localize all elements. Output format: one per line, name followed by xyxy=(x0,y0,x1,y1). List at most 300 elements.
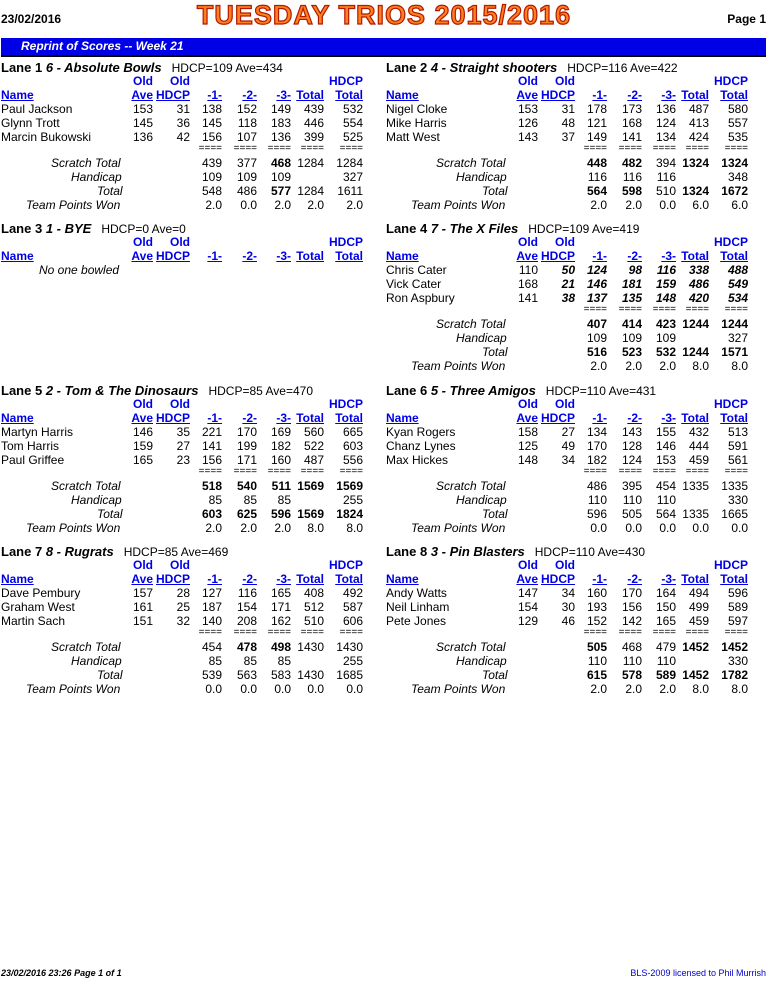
team-total-label: Total xyxy=(482,668,508,682)
team-name: 4 - Straight shooters xyxy=(430,60,558,75)
bowler-total: 424 xyxy=(688,130,709,144)
bowler-hdcp-total: 580 xyxy=(727,102,748,116)
bowler-hdcp: 36 xyxy=(176,116,190,130)
handicap-row-g1: 109 xyxy=(201,170,222,184)
bowler-hdcp-total: 591 xyxy=(727,439,748,453)
bowler-game-1: 221 xyxy=(201,425,222,439)
separator-rule: ==== xyxy=(267,143,291,154)
separator-rule: ==== xyxy=(652,466,676,477)
scratch-total-g1: 407 xyxy=(586,317,607,331)
col-old-ave: Old xyxy=(133,558,153,572)
bowler-hdcp: 32 xyxy=(176,614,190,628)
team-total-g3: 596 xyxy=(270,507,291,521)
team-total-htotal: 1685 xyxy=(336,668,363,682)
separator-rule: ==== xyxy=(300,143,324,154)
handicap-row-g2: 109 xyxy=(621,331,642,345)
separator-rule: ==== xyxy=(267,466,291,477)
bowler-game-2: 199 xyxy=(236,439,257,453)
footer-license: BLS-2009 licensed to Phil Murrish xyxy=(630,968,766,978)
col-ave: Ave xyxy=(131,249,153,263)
scratch-total-g3: 454 xyxy=(655,479,676,493)
col-hdcp-total: Total xyxy=(335,88,363,102)
lane-number: Lane 7 xyxy=(1,544,43,559)
lane-title xyxy=(1,383,313,398)
col-hdcp: HDCP xyxy=(155,572,190,586)
handicap-row-g1: 85 xyxy=(208,654,222,668)
bowler-total: 560 xyxy=(303,425,324,439)
bowler-hdcp: 46 xyxy=(561,614,575,628)
col-game-2: -2- xyxy=(242,572,257,586)
team-total-g1: 564 xyxy=(586,184,607,198)
bowler-game-2: 124 xyxy=(621,453,642,467)
report-date: 23/02/2016 xyxy=(1,12,62,26)
handicap-row-g2: 110 xyxy=(622,654,642,668)
team-points-g3: 0.0 xyxy=(659,198,676,212)
separator-rule: ==== xyxy=(300,627,324,638)
bowler-ave: 136 xyxy=(132,130,153,144)
bowler-ave: 143 xyxy=(517,130,538,144)
bowler-game-1: 141 xyxy=(201,439,222,453)
bowler-hdcp: 48 xyxy=(561,116,575,130)
col-game-3: -3- xyxy=(661,88,676,102)
col-hdcp-total-top: HDCP xyxy=(713,74,748,88)
separator-rule: ==== xyxy=(652,143,676,154)
col-game-1: -1- xyxy=(207,411,222,425)
team-total-g3: 532 xyxy=(655,345,676,359)
col-game-3: -3- xyxy=(661,411,676,425)
handicap-row-htotal: 327 xyxy=(342,170,363,184)
handicap-row-htotal: 327 xyxy=(727,331,748,345)
bowler-name: Andy Watts xyxy=(386,586,447,600)
team-total-g2: 505 xyxy=(621,507,642,521)
bowler-hdcp: 50 xyxy=(561,263,575,277)
bowler-total: 510 xyxy=(303,614,324,628)
bowler-name: Chris Cater xyxy=(386,263,447,277)
col-ave: Ave xyxy=(131,572,153,586)
handicap-row-label: Handicap xyxy=(71,654,122,668)
scratch-total-g2: 468 xyxy=(621,640,642,654)
bowler-game-3: 146 xyxy=(655,439,676,453)
bowler-game-1: 156 xyxy=(201,130,222,144)
col-old-hdcp: Old xyxy=(170,397,190,411)
bowler-ave: 151 xyxy=(132,614,153,628)
bowler-ave: 157 xyxy=(132,586,153,600)
bowler-game-1: 193 xyxy=(586,600,607,614)
lane-number: Lane 5 xyxy=(1,383,43,398)
handicap-row-g2: 85 xyxy=(243,493,257,507)
col-game-1: -1- xyxy=(592,88,607,102)
team-points-label: Team Points Won xyxy=(26,198,121,212)
team-total-g3: 589 xyxy=(655,668,676,682)
col-hdcp: HDCP xyxy=(540,249,575,263)
handicap-row-g3: 85 xyxy=(277,654,291,668)
separator-rule: ==== xyxy=(583,143,607,154)
col-total: Total xyxy=(296,411,324,425)
scratch-total-total: 1324 xyxy=(682,156,709,170)
team-points-label: Team Points Won xyxy=(411,359,506,373)
col-game-2: -2- xyxy=(627,572,642,586)
col-hdcp-total-top: HDCP xyxy=(328,235,363,249)
team-total-label: Total xyxy=(482,507,508,521)
team-points-htotal: 6.0 xyxy=(731,198,748,212)
separator-rule: ==== xyxy=(233,143,257,154)
handicap-row-htotal: 330 xyxy=(727,654,748,668)
handicap-row-g1: 109 xyxy=(586,331,607,345)
scratch-total-g1: 486 xyxy=(586,479,607,493)
bowler-game-1: 121 xyxy=(586,116,607,130)
col-total: Total xyxy=(681,411,709,425)
team-name: 6 - Absolute Bowls xyxy=(45,60,162,75)
bowler-name: Glynn Trott xyxy=(1,116,60,130)
bowler-total: 499 xyxy=(688,600,709,614)
col-game-1: -1- xyxy=(207,249,222,263)
separator-rule: ==== xyxy=(300,466,324,477)
scratch-total-g1: 518 xyxy=(201,479,222,493)
team-points-g1: 2.0 xyxy=(205,521,222,535)
handicap-row-label: Handicap xyxy=(456,170,507,184)
bowler-name: Martyn Harris xyxy=(1,425,74,439)
bowler-total: 444 xyxy=(688,439,709,453)
col-total: Total xyxy=(296,572,324,586)
lane-title xyxy=(1,221,186,236)
bowler-ave: 125 xyxy=(517,439,538,453)
team-total-g1: 516 xyxy=(586,345,607,359)
bowler-hdcp-total: 535 xyxy=(727,130,748,144)
bowler-game-1: 156 xyxy=(201,453,222,467)
bowler-name: Tom Harris xyxy=(1,439,60,453)
bowler-name: Paul Griffee xyxy=(1,453,65,467)
scratch-total-g1: 454 xyxy=(201,640,222,654)
scratch-total-g3: 511 xyxy=(271,479,291,493)
scratch-total-g3: 423 xyxy=(655,317,676,331)
handicap-row-g2: 109 xyxy=(236,170,257,184)
bowler-game-3: 149 xyxy=(270,102,291,116)
bowler-game-2: 118 xyxy=(237,116,257,130)
team-total-label: Total xyxy=(97,184,123,198)
team-total-g2: 578 xyxy=(621,668,642,682)
separator-rule: ==== xyxy=(339,466,363,477)
separator-rule: ==== xyxy=(724,627,748,638)
scratch-total-g3: 394 xyxy=(655,156,676,170)
col-name: Name xyxy=(1,572,34,586)
bowler-name: Neil Linham xyxy=(386,600,450,614)
bowler-total: 338 xyxy=(688,263,709,277)
team-points-g3: 2.0 xyxy=(274,198,291,212)
team-name: 7 - The X Files xyxy=(430,221,519,236)
col-game-1: -1- xyxy=(592,572,607,586)
bowler-ave: 110 xyxy=(518,263,538,277)
team-points-total: 8.0 xyxy=(692,359,709,373)
bowler-total: 459 xyxy=(688,453,709,467)
col-name: Name xyxy=(386,88,419,102)
col-old-hdcp: Old xyxy=(170,235,190,249)
bowler-ave: 148 xyxy=(517,453,538,467)
bowler-game-2: 173 xyxy=(621,102,642,116)
handicap-row-htotal: 255 xyxy=(342,493,363,507)
col-hdcp: HDCP xyxy=(155,411,190,425)
bowler-hdcp: 38 xyxy=(561,291,575,305)
bowler-game-2: 208 xyxy=(236,614,257,628)
bowler-hdcp: 49 xyxy=(561,439,575,453)
bowler-game-2: 142 xyxy=(621,614,642,628)
bowler-hdcp-total: 665 xyxy=(342,425,363,439)
col-name: Name xyxy=(386,572,419,586)
scratch-total-label: Scratch Total xyxy=(436,479,506,493)
handicap-row-g3: 109 xyxy=(270,170,291,184)
team-points-htotal: 8.0 xyxy=(731,359,748,373)
col-game-3: -3- xyxy=(276,411,291,425)
scratch-total-g2: 482 xyxy=(621,156,642,170)
col-name: Name xyxy=(1,249,34,263)
bowler-game-3: 169 xyxy=(270,425,291,439)
bowler-name: Matt West xyxy=(386,130,440,144)
col-game-3: -3- xyxy=(276,88,291,102)
team-points-g3: 0.0 xyxy=(274,682,291,696)
scratch-total-g2: 377 xyxy=(236,156,257,170)
bowler-hdcp-total: 554 xyxy=(342,116,363,130)
lane-block xyxy=(1,221,384,381)
bowler-ave: 154 xyxy=(517,600,538,614)
scratch-total-total: 1335 xyxy=(682,479,709,493)
bowler-hdcp: 37 xyxy=(561,130,575,144)
lane-title xyxy=(1,60,283,75)
handicap-row-g2: 110 xyxy=(622,493,642,507)
separator-rule: ==== xyxy=(583,304,607,315)
bowler-game-3: 162 xyxy=(270,614,291,628)
col-hdcp-total: Total xyxy=(720,572,748,586)
team-total-g2: 563 xyxy=(236,668,257,682)
bowler-game-1: 127 xyxy=(201,586,222,600)
col-hdcp-total-top: HDCP xyxy=(713,397,748,411)
col-old-ave: Old xyxy=(133,74,153,88)
scratch-total-g1: 448 xyxy=(586,156,607,170)
col-ave: Ave xyxy=(516,411,538,425)
bowler-hdcp: 23 xyxy=(176,453,190,467)
handicap-row-g1: 110 xyxy=(587,493,607,507)
bowler-game-3: 124 xyxy=(655,116,676,130)
scratch-total-label: Scratch Total xyxy=(51,640,121,654)
col-ave: Ave xyxy=(516,572,538,586)
bowler-hdcp: 31 xyxy=(561,102,575,116)
handicap-row-g3: 110 xyxy=(656,654,676,668)
bowler-game-3: 183 xyxy=(270,116,291,130)
col-hdcp-total-top: HDCP xyxy=(713,235,748,249)
team-points-htotal: 0.0 xyxy=(731,521,748,535)
col-game-2: -2- xyxy=(627,88,642,102)
handicap-row-htotal: 255 xyxy=(342,654,363,668)
bowler-hdcp: 31 xyxy=(176,102,190,116)
lane-block xyxy=(1,383,384,543)
team-points-g2: 0.0 xyxy=(625,521,642,535)
bowler-name: Max Hickes xyxy=(386,453,449,467)
team-points-g1: 2.0 xyxy=(590,682,607,696)
team-points-g1: 0.0 xyxy=(205,682,222,696)
team-points-g2: 0.0 xyxy=(240,198,257,212)
team-points-g1: 2.0 xyxy=(590,198,607,212)
col-old-hdcp: Old xyxy=(555,397,575,411)
team-points-total: 0.0 xyxy=(307,682,324,696)
bowler-name: Dave Pembury xyxy=(1,586,81,600)
team-stats: HDCP=109 Ave=419 xyxy=(528,222,640,236)
bowler-game-1: 160 xyxy=(586,586,607,600)
bowler-game-2: 128 xyxy=(621,439,642,453)
col-hdcp-total: Total xyxy=(335,249,363,263)
bowler-total: 408 xyxy=(303,586,324,600)
col-ave: Ave xyxy=(131,411,153,425)
handicap-row-label: Handicap xyxy=(71,170,122,184)
team-total-htotal: 1824 xyxy=(336,507,363,521)
bowler-game-3: 136 xyxy=(655,102,676,116)
lane-number: Lane 8 xyxy=(386,544,428,559)
team-points-g3: 0.0 xyxy=(659,521,676,535)
bowler-total: 459 xyxy=(688,614,709,628)
lane-number: Lane 1 xyxy=(1,60,43,75)
lane-title xyxy=(386,544,645,559)
col-hdcp-total: Total xyxy=(335,572,363,586)
team-name: 3 - Pin Blasters xyxy=(430,544,525,559)
bowler-ave: 147 xyxy=(517,586,538,600)
scratch-total-htotal: 1335 xyxy=(721,479,748,493)
team-points-total: 0.0 xyxy=(692,521,709,535)
bowler-hdcp-total: 556 xyxy=(342,453,363,467)
bowler-hdcp-total: 587 xyxy=(342,600,363,614)
separator-rule: ==== xyxy=(724,143,748,154)
scratch-total-label: Scratch Total xyxy=(436,640,506,654)
team-stats: HDCP=0 Ave=0 xyxy=(101,222,186,236)
scratch-total-htotal: 1324 xyxy=(721,156,748,170)
bowler-name: Paul Jackson xyxy=(1,102,73,116)
col-game-2: -2- xyxy=(627,249,642,263)
team-total-g2: 598 xyxy=(621,184,642,198)
team-total-g2: 625 xyxy=(236,507,257,521)
team-stats: HDCP=116 Ave=422 xyxy=(567,61,678,75)
col-ave: Ave xyxy=(516,249,538,263)
separator-rule: ==== xyxy=(652,627,676,638)
separator-rule: ==== xyxy=(233,466,257,477)
lane-block xyxy=(1,544,384,704)
separator-rule: ==== xyxy=(685,466,709,477)
col-hdcp-total: Total xyxy=(720,411,748,425)
team-stats: HDCP=110 Ave=430 xyxy=(534,545,646,559)
bowler-game-1: 124 xyxy=(586,263,607,277)
bowler-game-3: 165 xyxy=(655,614,676,628)
bowler-ave: 153 xyxy=(517,102,538,116)
team-stats: HDCP=85 Ave=470 xyxy=(208,384,313,398)
bowler-game-2: 168 xyxy=(621,116,642,130)
separator-rule: ==== xyxy=(339,143,363,154)
team-total-g2: 523 xyxy=(621,345,642,359)
col-game-3: -3- xyxy=(661,249,676,263)
col-total: Total xyxy=(681,572,709,586)
col-name: Name xyxy=(1,88,34,102)
scratch-total-total: 1244 xyxy=(682,317,709,331)
col-hdcp-total-top: HDCP xyxy=(328,397,363,411)
bowler-total: 522 xyxy=(303,439,324,453)
handicap-row-g3: 85 xyxy=(277,493,291,507)
bowler-name: Mike Harris xyxy=(386,116,447,130)
bowler-game-1: 170 xyxy=(586,439,607,453)
bowler-game-2: 141 xyxy=(621,130,642,144)
bowler-name: Marcin Bukowski xyxy=(1,130,92,144)
bowler-game-1: 149 xyxy=(586,130,607,144)
col-old-ave: Old xyxy=(133,397,153,411)
lane-number: Lane 4 xyxy=(386,221,428,236)
team-points-g2: 2.0 xyxy=(240,521,257,535)
separator-rule: ==== xyxy=(339,627,363,638)
bowler-hdcp-total: 488 xyxy=(727,263,748,277)
scratch-total-total: 1430 xyxy=(297,640,324,654)
bowler-game-3: 136 xyxy=(270,130,291,144)
bowler-hdcp-total: 532 xyxy=(342,102,363,116)
col-old-ave: Old xyxy=(518,74,538,88)
bowler-game-2: 107 xyxy=(236,130,257,144)
bowler-game-3: 116 xyxy=(656,263,676,277)
week-banner xyxy=(1,38,766,57)
team-points-g3: 2.0 xyxy=(659,682,676,696)
team-points-g1: 2.0 xyxy=(205,198,222,212)
col-hdcp: HDCP xyxy=(540,88,575,102)
team-points-g2: 2.0 xyxy=(625,198,642,212)
bowler-ave: 168 xyxy=(517,277,538,291)
team-total-g1: 548 xyxy=(201,184,222,198)
col-hdcp: HDCP xyxy=(155,88,190,102)
bowler-total: 494 xyxy=(688,586,709,600)
col-hdcp-total-top: HDCP xyxy=(713,558,748,572)
team-total-htotal: 1782 xyxy=(721,668,748,682)
bowler-game-3: 182 xyxy=(270,439,291,453)
team-points-g3: 2.0 xyxy=(659,359,676,373)
bowler-hdcp-total: 561 xyxy=(727,453,748,467)
team-points-g2: 0.0 xyxy=(240,682,257,696)
bowler-ave: 165 xyxy=(132,453,153,467)
bowler-game-2: 116 xyxy=(237,586,257,600)
bowler-hdcp-total: 549 xyxy=(727,277,748,291)
col-hdcp-total-top: HDCP xyxy=(328,558,363,572)
col-old-hdcp: Old xyxy=(170,558,190,572)
team-points-htotal: 2.0 xyxy=(346,198,363,212)
separator-rule: ==== xyxy=(233,627,257,638)
bowler-name: Nigel Cloke xyxy=(386,102,448,116)
bowler-hdcp-total: 557 xyxy=(727,116,748,130)
col-hdcp: HDCP xyxy=(540,572,575,586)
separator-rule: ==== xyxy=(198,627,222,638)
col-old-hdcp: Old xyxy=(555,558,575,572)
bowler-hdcp-total: 596 xyxy=(727,586,748,600)
scratch-total-label: Scratch Total xyxy=(436,317,506,331)
col-hdcp-total: Total xyxy=(720,249,748,263)
bowler-hdcp-total: 492 xyxy=(342,586,363,600)
bowler-name: Kyan Rogers xyxy=(386,425,456,439)
team-stats: HDCP=109 Ave=434 xyxy=(171,61,283,75)
bowler-hdcp: 42 xyxy=(176,130,190,144)
scratch-total-htotal: 1569 xyxy=(336,479,363,493)
bowler-name: Graham West xyxy=(1,600,75,614)
separator-rule: ==== xyxy=(267,627,291,638)
col-total: Total xyxy=(681,88,709,102)
bowler-total: 487 xyxy=(688,102,709,116)
scratch-total-total: 1284 xyxy=(297,156,324,170)
team-points-g1: 0.0 xyxy=(590,521,607,535)
team-total-g1: 615 xyxy=(586,668,607,682)
team-total-g3: 577 xyxy=(270,184,291,198)
bowler-game-2: 170 xyxy=(236,425,257,439)
col-game-1: -1- xyxy=(207,572,222,586)
team-points-g1: 2.0 xyxy=(590,359,607,373)
team-points-label: Team Points Won xyxy=(411,198,506,212)
bowler-total: 413 xyxy=(688,116,709,130)
lane-block xyxy=(386,383,768,543)
no-bowlers-note: No one bowled xyxy=(39,263,120,277)
